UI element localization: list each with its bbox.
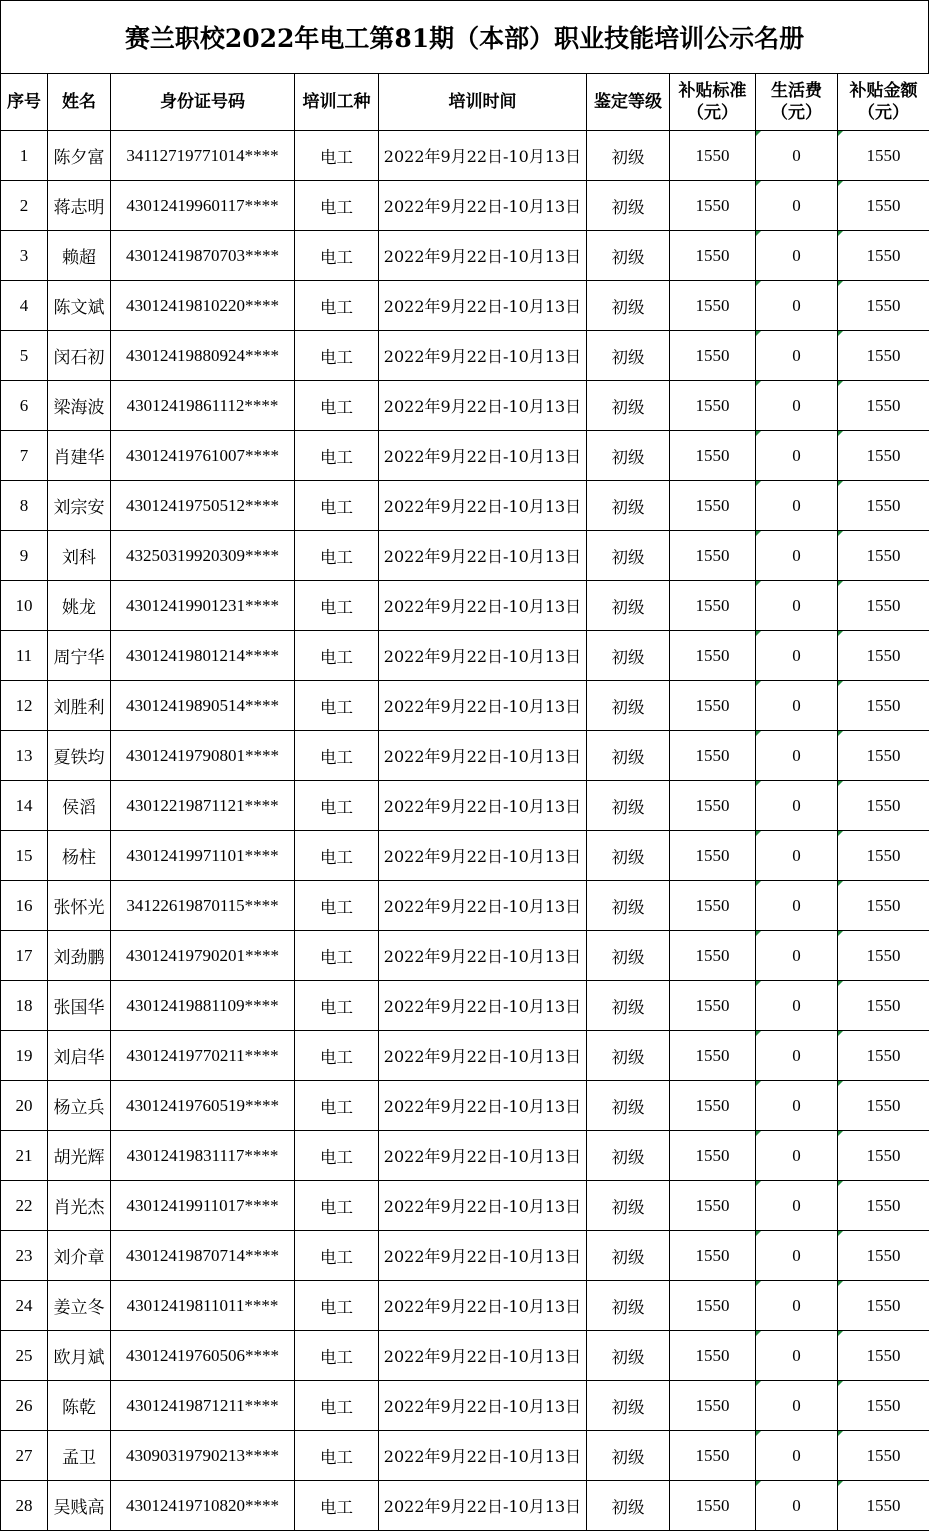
- roster-body: [1, 131, 929, 1531]
- cell-name: 刘宗安: [48, 481, 111, 531]
- cell-amount: 1550: [838, 1331, 929, 1381]
- cell-seq: 11: [1, 631, 48, 681]
- cell-id: 34112719771014****: [111, 131, 295, 181]
- table-row: [1, 381, 929, 431]
- cell-trade: 电工: [295, 681, 379, 731]
- table-row: [1, 731, 929, 781]
- cell-id: 43012419971101****: [111, 831, 295, 881]
- cell-period: 2022年9月22日-10月13日: [379, 481, 587, 531]
- cell-seq: 10: [1, 581, 48, 631]
- cell-id: 43012419831117****: [111, 1131, 295, 1181]
- col-header-living-line2: （元）: [756, 102, 837, 124]
- cell-amount: 1550: [838, 131, 929, 181]
- cell-level: 初级: [587, 881, 670, 931]
- cell-amount: 1550: [838, 931, 929, 981]
- cell-seq: 14: [1, 781, 48, 831]
- cell-period: 2022年9月22日-10月13日: [379, 1231, 587, 1281]
- cell-living: 0: [756, 281, 838, 331]
- cell-id: 43012419870703****: [111, 231, 295, 281]
- cell-subsidy-standard: 1550: [670, 1381, 756, 1431]
- cell-level: 初级: [587, 481, 670, 531]
- cell-level: 初级: [587, 831, 670, 881]
- cell-subsidy-standard: 1550: [670, 431, 756, 481]
- cell-subsidy-standard: 1550: [670, 781, 756, 831]
- cell-seq: 22: [1, 1181, 48, 1231]
- cell-living: 0: [756, 831, 838, 881]
- cell-subsidy-standard: 1550: [670, 1431, 756, 1481]
- cell-trade: 电工: [295, 431, 379, 481]
- table-row: [1, 1231, 929, 1281]
- cell-level: 初级: [587, 1081, 670, 1131]
- cell-name: 吴贱高: [48, 1481, 111, 1531]
- cell-amount: 1550: [838, 331, 929, 381]
- cell-subsidy-standard: 1550: [670, 1481, 756, 1531]
- cell-subsidy-standard: 1550: [670, 131, 756, 181]
- cell-name: 孟卫: [48, 1431, 111, 1481]
- cell-level: 初级: [587, 381, 670, 431]
- cell-amount: 1550: [838, 231, 929, 281]
- cell-id: 43012419901231****: [111, 581, 295, 631]
- table-row: [1, 181, 929, 231]
- cell-trade: 电工: [295, 831, 379, 881]
- cell-trade: 电工: [295, 1381, 379, 1431]
- cell-subsidy-standard: 1550: [670, 1131, 756, 1181]
- cell-seq: 27: [1, 1431, 48, 1481]
- cell-amount: 1550: [838, 1481, 929, 1531]
- cell-period: 2022年9月22日-10月13日: [379, 581, 587, 631]
- cell-subsidy-standard: 1550: [670, 931, 756, 981]
- cell-subsidy-standard: 1550: [670, 181, 756, 231]
- cell-period: 2022年9月22日-10月13日: [379, 281, 587, 331]
- table-row: [1, 1481, 929, 1531]
- cell-name: 梁海波: [48, 381, 111, 431]
- cell-period: 2022年9月22日-10月13日: [379, 181, 587, 231]
- cell-living: 0: [756, 931, 838, 981]
- cell-period: 2022年9月22日-10月13日: [379, 1381, 587, 1431]
- table-row: [1, 1331, 929, 1381]
- cell-seq: 5: [1, 331, 48, 381]
- cell-seq: 6: [1, 381, 48, 431]
- cell-amount: 1550: [838, 581, 929, 631]
- cell-seq: 25: [1, 1331, 48, 1381]
- col-header-seq: 序号: [1, 74, 48, 131]
- cell-name: 陈文斌: [48, 281, 111, 331]
- cell-subsidy-standard: 1550: [670, 981, 756, 1031]
- cell-living: 0: [756, 881, 838, 931]
- cell-level: 初级: [587, 231, 670, 281]
- cell-seq: 28: [1, 1481, 48, 1531]
- cell-level: 初级: [587, 131, 670, 181]
- cell-amount: 1550: [838, 481, 929, 531]
- cell-subsidy-standard: 1550: [670, 681, 756, 731]
- col-header-amount: [838, 74, 929, 131]
- cell-period: 2022年9月22日-10月13日: [379, 531, 587, 581]
- cell-trade: 电工: [295, 1331, 379, 1381]
- cell-name: 刘科: [48, 531, 111, 581]
- cell-id: 43012419870714****: [111, 1231, 295, 1281]
- cell-level: 初级: [587, 281, 670, 331]
- cell-period: 2022年9月22日-10月13日: [379, 231, 587, 281]
- table-row: [1, 1131, 929, 1181]
- cell-living: 0: [756, 481, 838, 531]
- table-row: [1, 1381, 929, 1431]
- cell-level: 初级: [587, 581, 670, 631]
- cell-amount: 1550: [838, 1231, 929, 1281]
- cell-subsidy-standard: 1550: [670, 631, 756, 681]
- cell-level: 初级: [587, 1231, 670, 1281]
- cell-period: 2022年9月22日-10月13日: [379, 631, 587, 681]
- cell-id: 43012419760519****: [111, 1081, 295, 1131]
- table-row: [1, 781, 929, 831]
- cell-living: 0: [756, 1081, 838, 1131]
- cell-amount: 1550: [838, 1131, 929, 1181]
- cell-subsidy-standard: 1550: [670, 481, 756, 531]
- cell-subsidy-standard: 1550: [670, 231, 756, 281]
- cell-amount: 1550: [838, 1431, 929, 1481]
- cell-period: 2022年9月22日-10月13日: [379, 1181, 587, 1231]
- cell-level: 初级: [587, 731, 670, 781]
- cell-id: 43012419871211****: [111, 1381, 295, 1431]
- col-header-amount-line1: 补贴金额: [838, 80, 929, 102]
- cell-level: 初级: [587, 1181, 670, 1231]
- cell-name: 胡光辉: [48, 1131, 111, 1181]
- cell-subsidy-standard: 1550: [670, 1081, 756, 1131]
- cell-trade: 电工: [295, 281, 379, 331]
- cell-period: 2022年9月22日-10月13日: [379, 981, 587, 1031]
- cell-name: 刘介章: [48, 1231, 111, 1281]
- cell-subsidy-standard: 1550: [670, 531, 756, 581]
- cell-level: 初级: [587, 1381, 670, 1431]
- cell-level: 初级: [587, 1281, 670, 1331]
- cell-subsidy-standard: 1550: [670, 881, 756, 931]
- cell-id: 43012419760506****: [111, 1331, 295, 1381]
- col-header-level: 鉴定等级: [587, 74, 670, 131]
- cell-seq: 18: [1, 981, 48, 1031]
- cell-name: 姜立冬: [48, 1281, 111, 1331]
- cell-subsidy-standard: 1550: [670, 1031, 756, 1081]
- cell-seq: 26: [1, 1381, 48, 1431]
- cell-seq: 2: [1, 181, 48, 231]
- page-title: 赛兰职校2022年电工第81期（本部）职业技能培训公示名册: [0, 0, 929, 73]
- cell-period: 2022年9月22日-10月13日: [379, 331, 587, 381]
- cell-living: 0: [756, 581, 838, 631]
- cell-living: 0: [756, 531, 838, 581]
- table-row: [1, 631, 929, 681]
- table-row: [1, 1031, 929, 1081]
- cell-name: 姚龙: [48, 581, 111, 631]
- cell-trade: 电工: [295, 1231, 379, 1281]
- cell-amount: 1550: [838, 281, 929, 331]
- col-header-amount-line2: （元）: [838, 102, 929, 124]
- cell-period: 2022年9月22日-10月13日: [379, 781, 587, 831]
- cell-seq: 19: [1, 1031, 48, 1081]
- cell-id: 43012419890514****: [111, 681, 295, 731]
- cell-trade: 电工: [295, 631, 379, 681]
- col-header-name: 姓名: [48, 74, 111, 131]
- cell-id: 43012419801214****: [111, 631, 295, 681]
- cell-amount: 1550: [838, 1381, 929, 1431]
- cell-id: 43012219871121****: [111, 781, 295, 831]
- table-row: [1, 681, 929, 731]
- table-row: [1, 581, 929, 631]
- cell-trade: 电工: [295, 581, 379, 631]
- cell-amount: 1550: [838, 431, 929, 481]
- cell-id: 43012419810220****: [111, 281, 295, 331]
- cell-seq: 12: [1, 681, 48, 731]
- cell-trade: 电工: [295, 181, 379, 231]
- cell-period: 2022年9月22日-10月13日: [379, 1281, 587, 1331]
- col-header-subsidy-standard-line2: （元）: [670, 102, 755, 124]
- cell-id: 43250319920309****: [111, 531, 295, 581]
- cell-name: 蒋志明: [48, 181, 111, 231]
- cell-name: 肖建华: [48, 431, 111, 481]
- cell-period: 2022年9月22日-10月13日: [379, 681, 587, 731]
- cell-name: 肖光杰: [48, 1181, 111, 1231]
- cell-amount: 1550: [838, 731, 929, 781]
- cell-level: 初级: [587, 181, 670, 231]
- cell-trade: 电工: [295, 481, 379, 531]
- cell-living: 0: [756, 1431, 838, 1481]
- cell-seq: 21: [1, 1131, 48, 1181]
- cell-seq: 9: [1, 531, 48, 581]
- cell-id: 43012419960117****: [111, 181, 295, 231]
- cell-level: 初级: [587, 1331, 670, 1381]
- cell-level: 初级: [587, 431, 670, 481]
- cell-level: 初级: [587, 631, 670, 681]
- cell-seq: 8: [1, 481, 48, 531]
- table-row: [1, 531, 929, 581]
- cell-id: 43012419811011****: [111, 1281, 295, 1331]
- cell-id: 43012419761007****: [111, 431, 295, 481]
- cell-name: 陈乾: [48, 1381, 111, 1431]
- cell-amount: 1550: [838, 381, 929, 431]
- cell-period: 2022年9月22日-10月13日: [379, 431, 587, 481]
- table-row: [1, 331, 929, 381]
- cell-level: 初级: [587, 1131, 670, 1181]
- cell-period: 2022年9月22日-10月13日: [379, 731, 587, 781]
- cell-name: 刘启华: [48, 1031, 111, 1081]
- table-row: [1, 1281, 929, 1331]
- cell-name: 夏铁均: [48, 731, 111, 781]
- cell-id: 43012419790801****: [111, 731, 295, 781]
- cell-living: 0: [756, 1381, 838, 1431]
- cell-trade: 电工: [295, 1481, 379, 1531]
- cell-name: 张国华: [48, 981, 111, 1031]
- cell-id: 43012419750512****: [111, 481, 295, 531]
- cell-living: 0: [756, 181, 838, 231]
- cell-trade: 电工: [295, 381, 379, 431]
- cell-trade: 电工: [295, 881, 379, 931]
- cell-living: 0: [756, 981, 838, 1031]
- col-header-subsidy-standard-line1: 补贴标准: [670, 80, 755, 102]
- cell-amount: 1550: [838, 531, 929, 581]
- table-row: [1, 431, 929, 481]
- col-header-trade: 培训工种: [295, 74, 379, 131]
- table-row: [1, 131, 929, 181]
- cell-trade: 电工: [295, 1181, 379, 1231]
- cell-trade: 电工: [295, 231, 379, 281]
- cell-living: 0: [756, 231, 838, 281]
- cell-trade: 电工: [295, 731, 379, 781]
- cell-amount: 1550: [838, 631, 929, 681]
- cell-seq: 1: [1, 131, 48, 181]
- cell-level: 初级: [587, 681, 670, 731]
- cell-period: 2022年9月22日-10月13日: [379, 131, 587, 181]
- cell-amount: 1550: [838, 831, 929, 881]
- cell-living: 0: [756, 731, 838, 781]
- cell-amount: 1550: [838, 181, 929, 231]
- cell-trade: 电工: [295, 981, 379, 1031]
- cell-trade: 电工: [295, 1081, 379, 1131]
- cell-level: 初级: [587, 1031, 670, 1081]
- cell-seq: 20: [1, 1081, 48, 1131]
- cell-living: 0: [756, 431, 838, 481]
- table-row: [1, 281, 929, 331]
- cell-name: 刘劲鹏: [48, 931, 111, 981]
- cell-level: 初级: [587, 981, 670, 1031]
- cell-living: 0: [756, 1131, 838, 1181]
- table-row: [1, 231, 929, 281]
- cell-living: 0: [756, 1281, 838, 1331]
- cell-seq: 7: [1, 431, 48, 481]
- cell-id: 43012419790201****: [111, 931, 295, 981]
- roster-table: [0, 73, 929, 1531]
- cell-seq: 15: [1, 831, 48, 881]
- col-header-id: 身份证号码: [111, 74, 295, 131]
- cell-name: 陈夕富: [48, 131, 111, 181]
- cell-amount: 1550: [838, 1031, 929, 1081]
- cell-period: 2022年9月22日-10月13日: [379, 1481, 587, 1531]
- cell-subsidy-standard: 1550: [670, 831, 756, 881]
- cell-subsidy-standard: 1550: [670, 1181, 756, 1231]
- cell-seq: 23: [1, 1231, 48, 1281]
- cell-name: 刘胜利: [48, 681, 111, 731]
- cell-living: 0: [756, 1481, 838, 1531]
- cell-living: 0: [756, 781, 838, 831]
- cell-subsidy-standard: 1550: [670, 331, 756, 381]
- cell-trade: 电工: [295, 931, 379, 981]
- cell-level: 初级: [587, 1431, 670, 1481]
- cell-seq: 4: [1, 281, 48, 331]
- cell-seq: 24: [1, 1281, 48, 1331]
- cell-living: 0: [756, 681, 838, 731]
- cell-living: 0: [756, 631, 838, 681]
- cell-period: 2022年9月22日-10月13日: [379, 1131, 587, 1181]
- table-row: [1, 931, 929, 981]
- cell-period: 2022年9月22日-10月13日: [379, 1331, 587, 1381]
- cell-name: 欧月斌: [48, 1331, 111, 1381]
- cell-name: 侯滔: [48, 781, 111, 831]
- cell-amount: 1550: [838, 1181, 929, 1231]
- cell-amount: 1550: [838, 681, 929, 731]
- cell-trade: 电工: [295, 1031, 379, 1081]
- cell-trade: 电工: [295, 531, 379, 581]
- table-row: [1, 481, 929, 531]
- col-header-living: [756, 74, 838, 131]
- cell-seq: 3: [1, 231, 48, 281]
- cell-trade: 电工: [295, 131, 379, 181]
- cell-period: 2022年9月22日-10月13日: [379, 831, 587, 881]
- cell-trade: 电工: [295, 331, 379, 381]
- cell-amount: 1550: [838, 1081, 929, 1131]
- cell-living: 0: [756, 381, 838, 431]
- cell-subsidy-standard: 1550: [670, 381, 756, 431]
- table-row: [1, 1431, 929, 1481]
- cell-name: 闵石初: [48, 331, 111, 381]
- cell-level: 初级: [587, 331, 670, 381]
- cell-name: 杨立兵: [48, 1081, 111, 1131]
- table-row: [1, 1181, 929, 1231]
- cell-subsidy-standard: 1550: [670, 731, 756, 781]
- cell-subsidy-standard: 1550: [670, 1331, 756, 1381]
- cell-trade: 电工: [295, 1281, 379, 1331]
- cell-id: 43012419710820****: [111, 1481, 295, 1531]
- cell-amount: 1550: [838, 981, 929, 1031]
- cell-trade: 电工: [295, 1131, 379, 1181]
- cell-trade: 电工: [295, 781, 379, 831]
- cell-name: 张怀光: [48, 881, 111, 931]
- cell-subsidy-standard: 1550: [670, 1281, 756, 1331]
- table-row: [1, 881, 929, 931]
- cell-level: 初级: [587, 531, 670, 581]
- cell-seq: 13: [1, 731, 48, 781]
- cell-level: 初级: [587, 1481, 670, 1531]
- cell-seq: 17: [1, 931, 48, 981]
- cell-living: 0: [756, 131, 838, 181]
- cell-id: 43012419770211****: [111, 1031, 295, 1081]
- cell-level: 初级: [587, 931, 670, 981]
- cell-living: 0: [756, 1181, 838, 1231]
- cell-subsidy-standard: 1550: [670, 281, 756, 331]
- table-row: [1, 1081, 929, 1131]
- cell-id: 43012419880924****: [111, 331, 295, 381]
- col-header-subsidy-standard: [670, 74, 756, 131]
- table-row: [1, 831, 929, 881]
- cell-subsidy-standard: 1550: [670, 581, 756, 631]
- cell-id: 43012419911017****: [111, 1181, 295, 1231]
- cell-period: 2022年9月22日-10月13日: [379, 381, 587, 431]
- cell-name: 杨柱: [48, 831, 111, 881]
- cell-living: 0: [756, 1031, 838, 1081]
- cell-subsidy-standard: 1550: [670, 1231, 756, 1281]
- cell-period: 2022年9月22日-10月13日: [379, 931, 587, 981]
- cell-name: 赖超: [48, 231, 111, 281]
- table-row: [1, 981, 929, 1031]
- cell-id: 43012419861112****: [111, 381, 295, 431]
- cell-period: 2022年9月22日-10月13日: [379, 1031, 587, 1081]
- cell-trade: 电工: [295, 1431, 379, 1481]
- cell-amount: 1550: [838, 1281, 929, 1331]
- cell-living: 0: [756, 331, 838, 381]
- col-header-period: 培训时间: [379, 74, 587, 131]
- cell-amount: 1550: [838, 781, 929, 831]
- cell-level: 初级: [587, 781, 670, 831]
- cell-id: 43012419881109****: [111, 981, 295, 1031]
- cell-living: 0: [756, 1331, 838, 1381]
- cell-living: 0: [756, 1231, 838, 1281]
- header-row: [1, 74, 929, 131]
- cell-period: 2022年9月22日-10月13日: [379, 1431, 587, 1481]
- cell-period: 2022年9月22日-10月13日: [379, 1081, 587, 1131]
- cell-seq: 16: [1, 881, 48, 931]
- cell-id: 34122619870115****: [111, 881, 295, 931]
- col-header-living-line1: 生活费: [756, 80, 837, 102]
- cell-amount: 1550: [838, 881, 929, 931]
- cell-id: 43090319790213****: [111, 1431, 295, 1481]
- cell-name: 周宁华: [48, 631, 111, 681]
- cell-period: 2022年9月22日-10月13日: [379, 881, 587, 931]
